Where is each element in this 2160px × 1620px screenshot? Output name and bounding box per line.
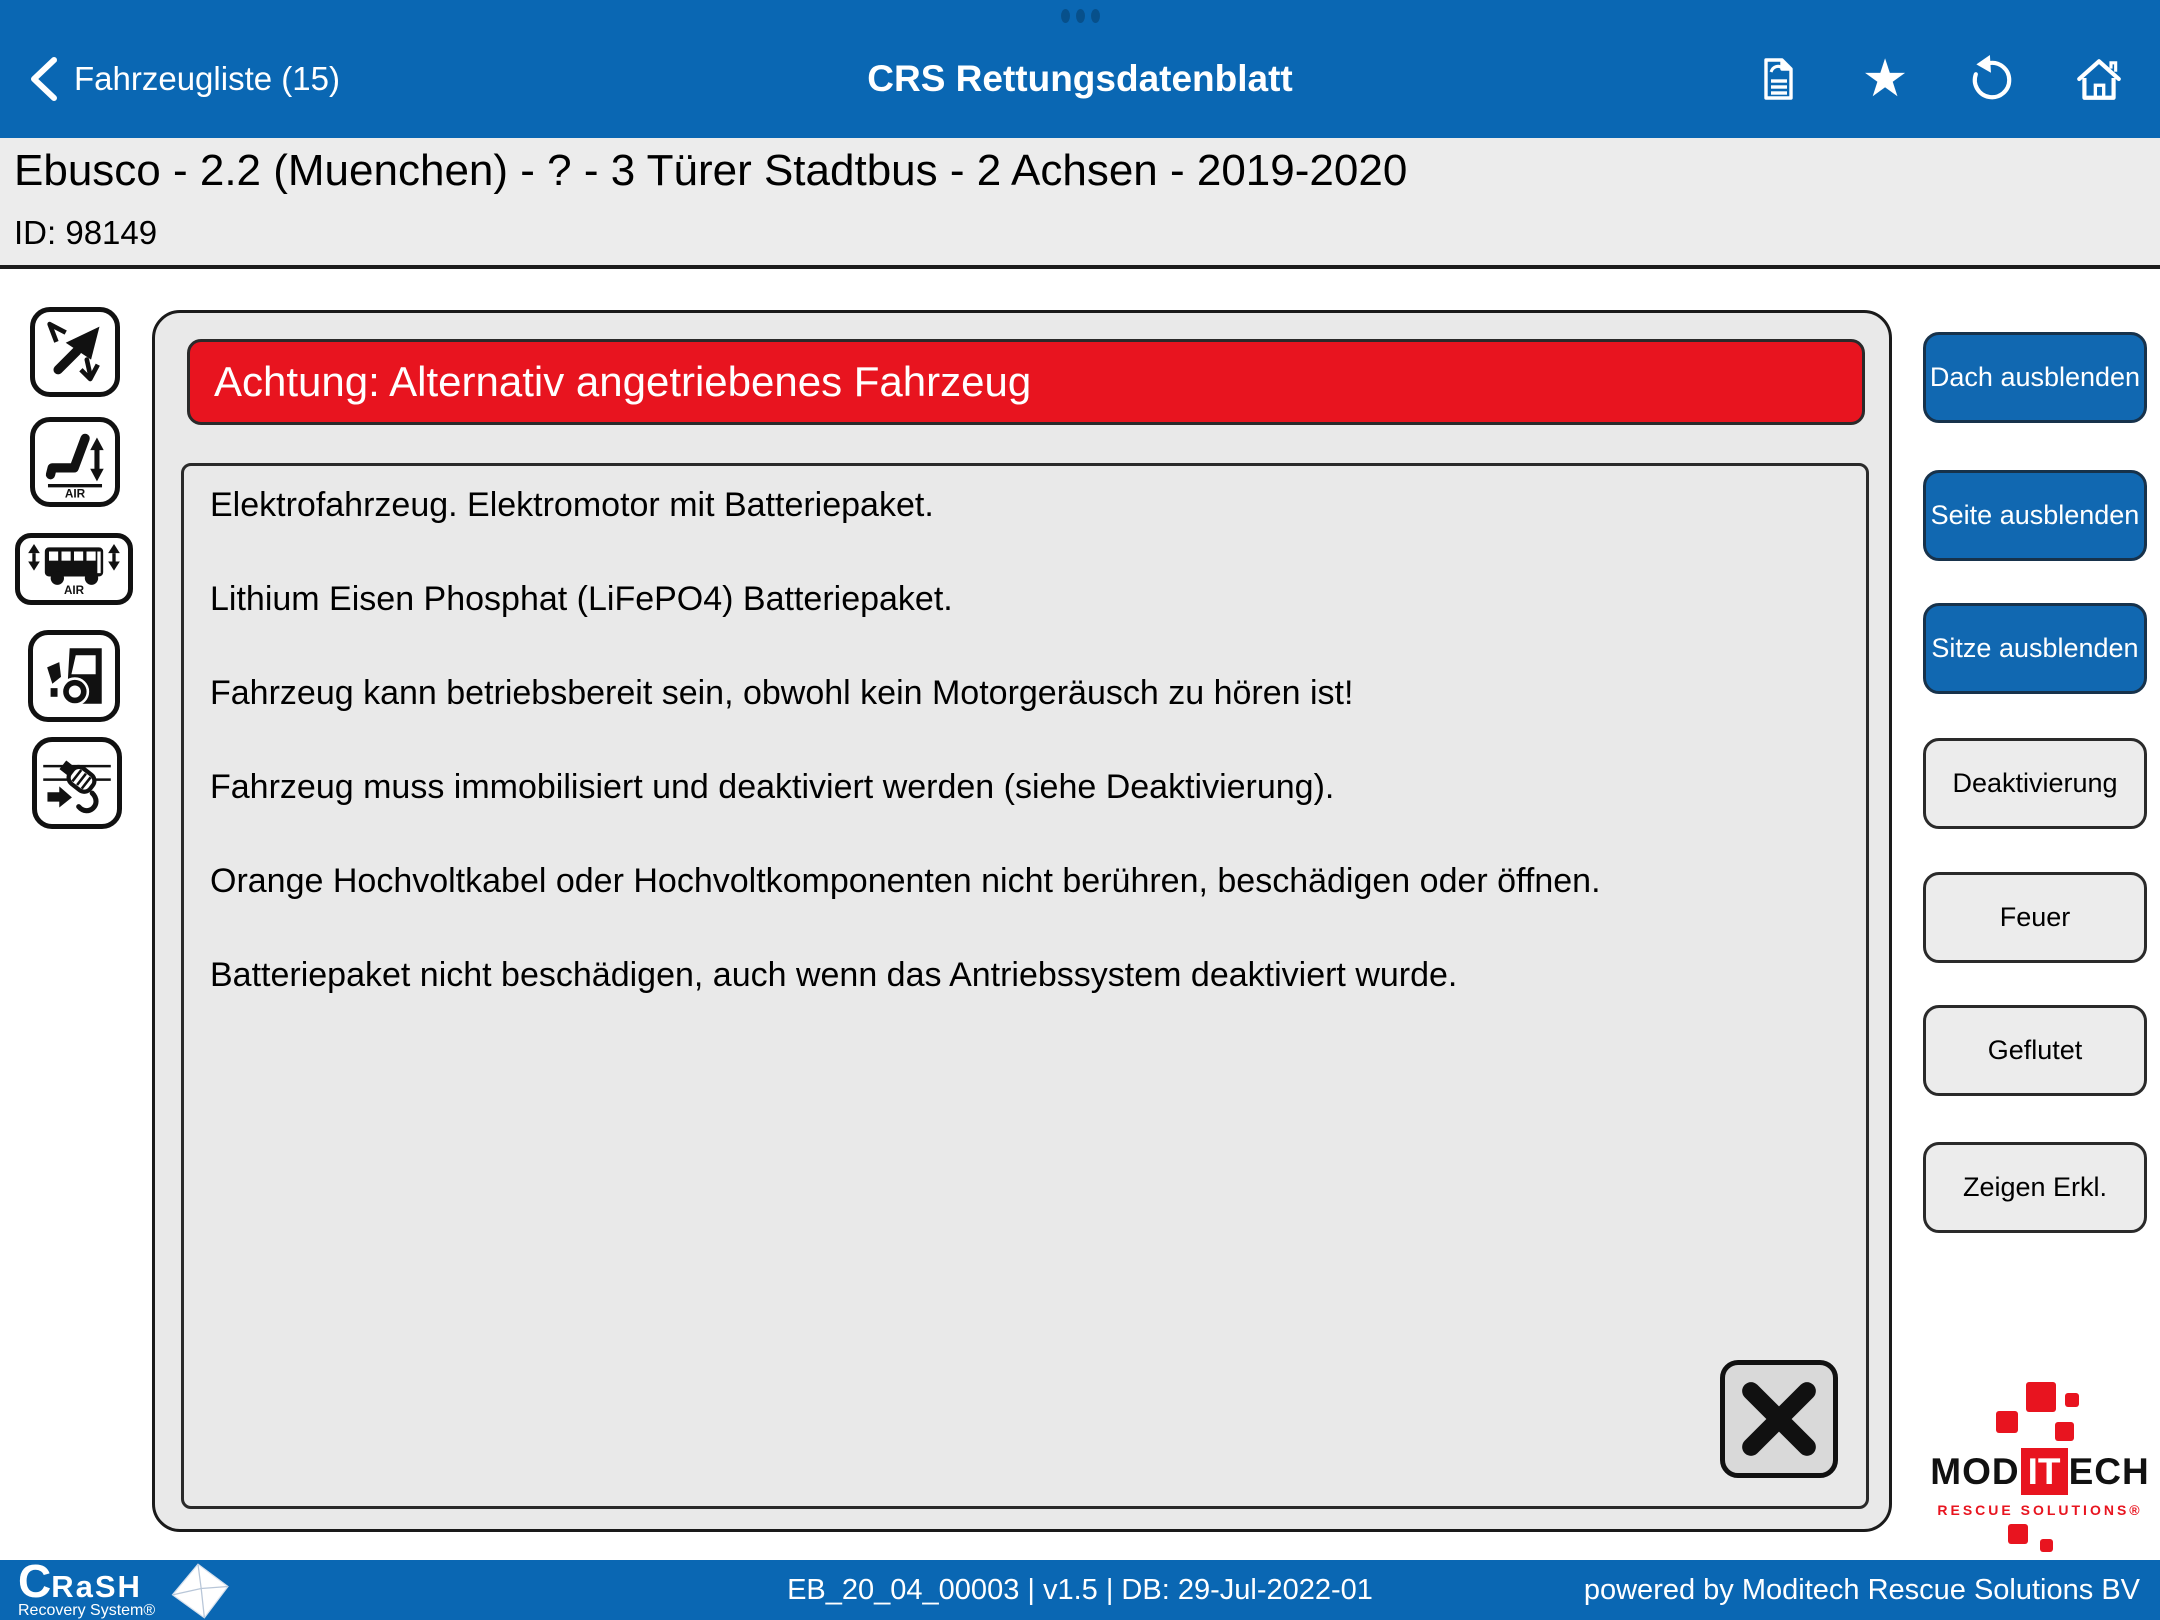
vehicle-id: ID: 98149 bbox=[14, 214, 158, 251]
logo-square bbox=[2055, 1422, 2074, 1441]
warning-paragraph: Fahrzeug muss immobilisiert und deaktiviert werden (siehe Deaktivierung). bbox=[210, 768, 1335, 806]
hide-seats-button[interactable] bbox=[1923, 603, 2147, 694]
crash-logo-text: RaSH bbox=[51, 1569, 142, 1604]
hide-side-button[interactable] bbox=[1923, 470, 2147, 561]
warning-textbox bbox=[181, 463, 1869, 1509]
flooded-button[interactable] bbox=[1923, 1005, 2147, 1096]
warning-banner-text: Achtung: Alternativ angetriebenes Fahrzeug bbox=[214, 358, 1032, 405]
logo-square bbox=[2065, 1393, 2079, 1407]
moditech-text-left: MOD bbox=[1930, 1450, 2020, 1492]
home-icon[interactable] bbox=[2074, 54, 2124, 104]
warning-panel bbox=[152, 310, 1892, 1532]
datasheet-version-info: EB_20_04_00003 | v1.5 | DB: 29-Jul-2022-01 bbox=[787, 1573, 1373, 1606]
moditech-tagline-text: RESCUE SOLUTIONS bbox=[1937, 1502, 2130, 1518]
warning-paragraph: Lithium Eisen Phosphat (LiFePO4) Batteriepaket. bbox=[210, 580, 953, 618]
registered-mark: ® bbox=[2129, 1502, 2143, 1518]
registered-mark: ® bbox=[143, 1602, 156, 1619]
star-glyph: ★ bbox=[1861, 50, 1909, 108]
indicator-dot bbox=[1076, 9, 1085, 23]
air-label: AIR bbox=[63, 584, 85, 597]
indicator-dot bbox=[1091, 9, 1100, 23]
multitask-indicator bbox=[0, 9, 2160, 23]
button-label: Deaktivierung bbox=[1952, 768, 2118, 798]
warning-paragraph: Batteriepaket nicht beschädigen, auch wenn das Antriebssystem deaktiviert wurde. bbox=[210, 956, 1458, 994]
show-explanation-button[interactable] bbox=[1923, 1142, 2147, 1233]
cabin-damage-icon[interactable] bbox=[28, 630, 120, 722]
air-label: AIR bbox=[64, 486, 86, 500]
button-label: Geflutet bbox=[1987, 1035, 2083, 1065]
crash-logo-c: C bbox=[18, 1555, 52, 1607]
top-navigation-bar bbox=[0, 0, 2160, 138]
back-button-label: Fahrzeugliste (15) bbox=[74, 60, 340, 97]
button-label: Seite ausblenden bbox=[1930, 500, 2140, 530]
warning-paragraph: Elektrofahrzeug. Elektromotor mit Batteriepaket. bbox=[210, 486, 934, 524]
powered-by-text: powered by Moditech Rescue Solutions BV bbox=[1583, 1573, 2140, 1606]
button-label: Sitze ausblenden bbox=[1931, 633, 2139, 663]
moditech-tagline bbox=[1922, 1502, 2158, 1518]
close-button[interactable] bbox=[1720, 1360, 1838, 1478]
warning-banner bbox=[187, 339, 1865, 425]
nav-icon-group bbox=[1753, 44, 2124, 114]
indicator-dot bbox=[1061, 9, 1070, 23]
button-label: Feuer bbox=[1999, 902, 2071, 932]
moditech-text-it: IT bbox=[2021, 1448, 2068, 1495]
hide-roof-button[interactable] bbox=[1923, 332, 2147, 423]
air-seat-icon[interactable] bbox=[30, 417, 120, 507]
vehicle-header bbox=[0, 138, 2160, 269]
crash-subtitle-text: Recovery System bbox=[18, 1602, 144, 1619]
warning-paragraph: Fahrzeug kann betriebsbereit sein, obwohl kein Motorgeräusch zu hören ist! bbox=[210, 674, 1354, 712]
moditech-logo bbox=[1922, 1378, 2158, 1556]
button-label: Dach ausblenden bbox=[1929, 362, 2141, 392]
logo-square bbox=[2040, 1539, 2053, 1552]
mirror-adjustment-icon[interactable] bbox=[30, 307, 120, 397]
button-label: Zeigen Erkl. bbox=[1962, 1172, 2108, 1202]
page-title: CRS Rettungsdatenblatt bbox=[867, 58, 1293, 99]
warning-paragraph: Orange Hochvoltkabel oder Hochvoltkomponenten nicht berühren, beschädigen oder öffnen. bbox=[210, 862, 1601, 900]
logo-square bbox=[2008, 1524, 2028, 1544]
deactivation-button[interactable] bbox=[1923, 738, 2147, 829]
logo-square bbox=[1996, 1411, 2018, 1433]
refresh-icon[interactable] bbox=[1967, 54, 2017, 104]
logo-square bbox=[2026, 1382, 2056, 1412]
star-icon[interactable] bbox=[1860, 50, 1910, 108]
charging-plug-icon[interactable] bbox=[32, 737, 122, 829]
moditech-wordmark bbox=[1922, 1448, 2158, 1495]
air-suspension-bus-icon[interactable] bbox=[15, 533, 133, 605]
document-export-icon[interactable] bbox=[1753, 54, 1803, 104]
bottom-status-bar bbox=[0, 1555, 2160, 1620]
moditech-text-right: ECH bbox=[2068, 1450, 2150, 1492]
vehicle-title: Ebusco - 2.2 (Muenchen) - ? - 3 Türer Stadtbus - 2 Achsen - 2019-2020 bbox=[14, 146, 1408, 195]
close-x-icon bbox=[1729, 1369, 1829, 1469]
fire-button[interactable] bbox=[1923, 872, 2147, 963]
